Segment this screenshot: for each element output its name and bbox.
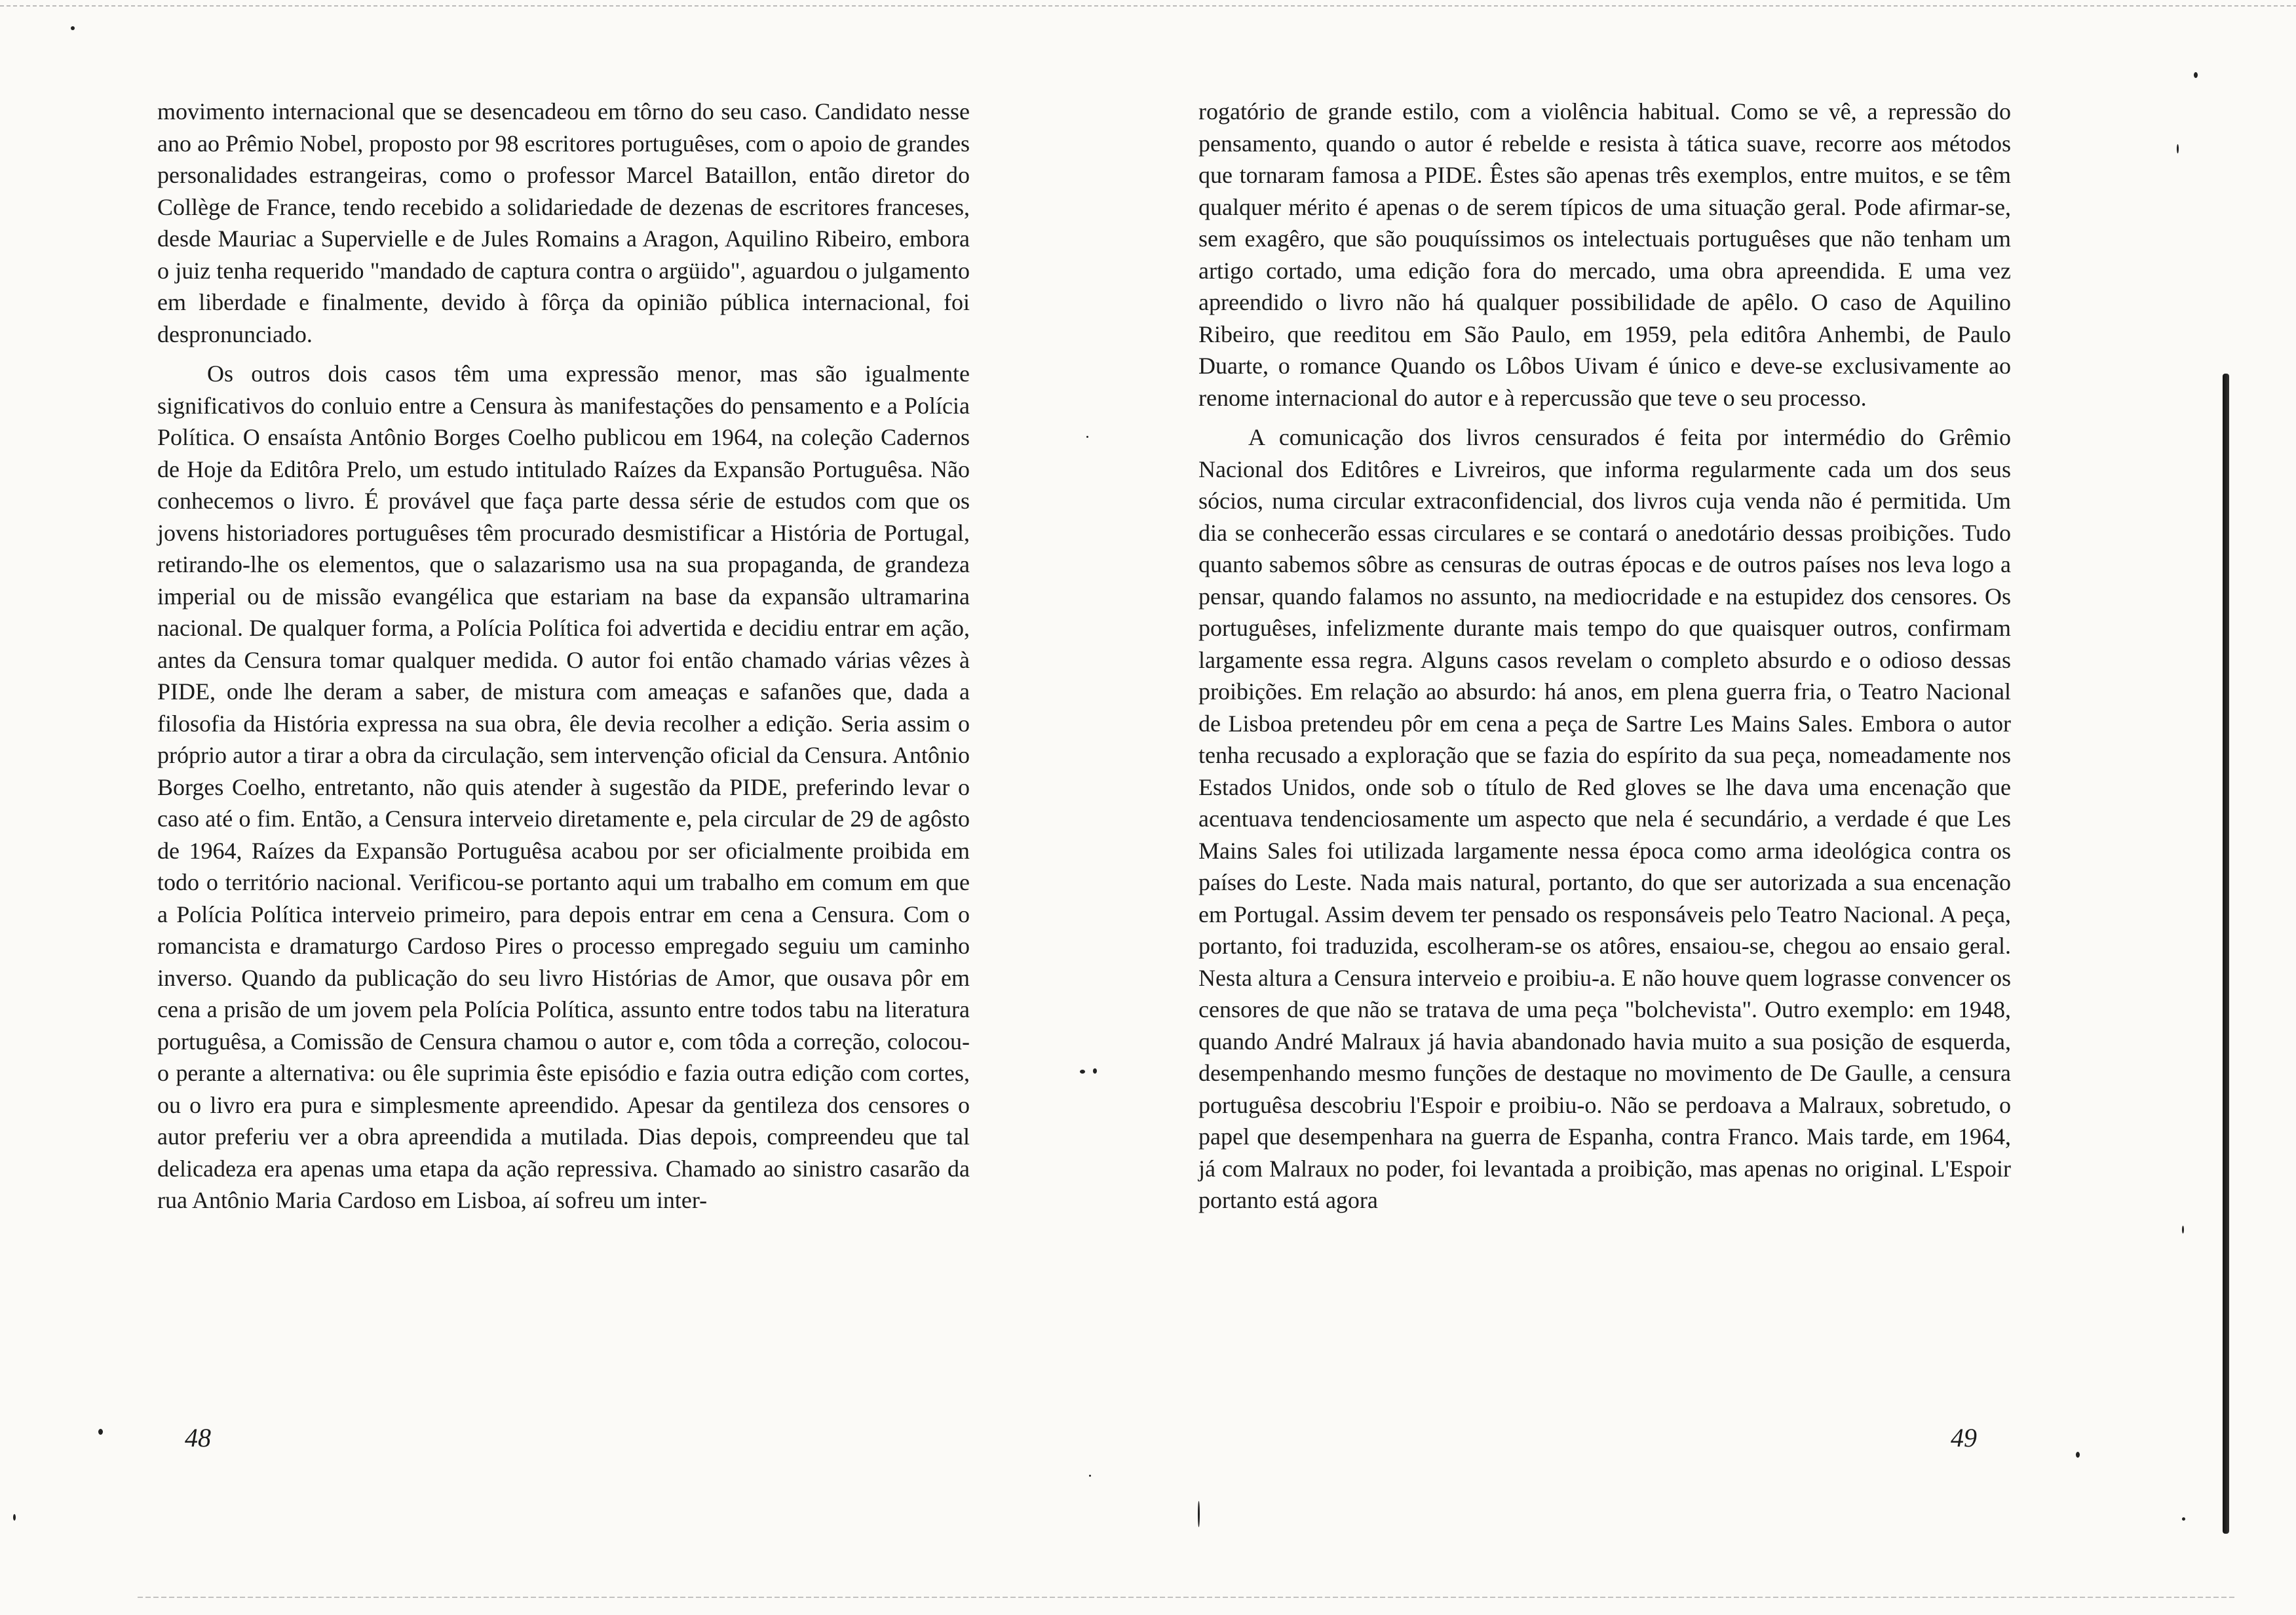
- scan-speck: [1086, 436, 1088, 438]
- right-text-column: [1198, 96, 2011, 1216]
- scan-speck: [2182, 1517, 2185, 1521]
- scan-speck: [1080, 1070, 1085, 1074]
- left-paragraph-2: Os outros dois casos têm uma expressão menor, mas são igualmente significativos do conluio entre a Censura às manifestações do pensamento e a Polícia Política. O ensaísta Antônio Borges Coelho publicou em 1964, na coleção Cadernos de Hoje da Editôra Prelo, um estudo intitulado Raízes da Expansão Portuguêsa. Não conhecemos o livro. É provável que faça parte dessa série de estudos com que os jovens historiadores portuguêses têm procurado desmistificar a História de Portugal, retirando-lhe os elementos, que o salazarismo usa na sua propaganda, de grandeza imperial ou de missão evangélica que estariam na base da expansão ultramarina nacional. De qualquer forma, a Polícia Política foi advertida e decidiu entrar em ação, antes da Censura tomar qualquer medida. O autor foi então chamado várias vêzes à PIDE, onde lhe deram a saber, de mistura com ameaças e safanões que, dada a filosofia da História expressa na sua obra, êle devia recolher a edição. Seria assim o próprio autor a tirar a obra da circulação, sem intervenção oficial da Censura. Antônio Borges Coelho, entretanto, não quis atender à sugestão da PIDE, preferindo levar o caso até o fim. Então, a Censura interveio diretamente e, pela circular de 29 de agôsto de 1964, Raízes da Expansão Portuguêsa acabou por ser oficialmente proibida em todo o território nacional. Verificou-se portanto aqui um trabalho em comum em que a Polícia Política interveio primeiro, para depois entrar em cena a Censura. Com o romancista e dramaturgo Cardoso Pires o processo empregado seguiu um caminho inverso. Quando da publicação do seu livro Histórias de Amor, que ousava pôr em cena a prisão de um jovem pela Polícia Política, assunto entre todos tabu na literatura portuguêsa, a Comissão de Censura chamou o autor e, com tôda a correção, colocou-o perante a alternativa: ou êle suprimia êste episódio e fazia outra edição com cortes, ou o livro era pura e simplesmente apreendido. Apesar da gentileza dos censores o autor preferiu ver a obra apreendida a mutilada. Dias depois, compreendeu que tal delicadeza era apenas uma etapa da ação repressiva. Chamado ao sinistro casarão da rua Antônio Maria Cardoso em Lisboa, aí sofreu um inter-: [157, 360, 970, 1213]
- right-page-number: 49: [1951, 1423, 1977, 1452]
- left-text-column: [157, 96, 970, 1216]
- scan-bottom-edge: [138, 1597, 2234, 1598]
- scan-speck: [71, 26, 75, 30]
- left-paragraph-1: movimento internacional que se desencadeou em tôrno do seu caso. Candidato nesse ano ao Prêmio Nobel, proposto por 98 escritores portuguêses, com o apoio de grandes personalidades estrangeiras, como o professor Marcel Bataillon, então diretor do Collège de France, tendo recebido a solidariedade de dezenas de escritores franceses, desde Mauriac a Supervielle e de Jules Romains a Aragon, Aquilino Ribeiro, embora o juiz tenha requerido "mandado de captura contra o argüido", aguardou o julgamento em liberdade e finalmente, devido à fôrça da opinião pública internacional, foi despronunciado.: [157, 98, 970, 347]
- scan-speck: [2177, 144, 2179, 153]
- scan-speck: [2076, 1452, 2080, 1458]
- right-paragraph-1: rogatório de grande estilo, com a violência habitual. Como se vê, a repressão do pensamento, quando o autor é rebelde e resista à tática suave, recorre aos métodos que tornaram famosa a PIDE. Êstes são apenas três exemplos, entre muitos, e se têm qualquer mérito é apenas o de serem típicos de uma situação geral. Pode afirmar-se, sem exagêro, que são pouquíssimos os intelectuais portuguêses que não tenham um artigo cortado, uma edição fora do mercado, uma obra apreendida. E uma vez apreendido o livro não há qualquer possibilidade de apêlo. O caso de Aquilino Ribeiro, que reeditou em São Paulo, em 1959, pela editôra Anhembi, de Paulo Duarte, o romance Quando os Lôbos Uivam é único e deve-se exclusivamente ao renome internacional do autor e à repercussão que teve o seu processo.: [1198, 98, 2011, 411]
- scan-speck: [1093, 1068, 1097, 1074]
- scan-speck: [1198, 1501, 1200, 1527]
- scan-speck: [98, 1429, 103, 1435]
- scan-page-edge-shadow: [2223, 374, 2229, 1534]
- scan-speck: [2194, 72, 2198, 78]
- right-paragraph-2: A comunicação dos livros censurados é feita por intermédio do Grêmio Nacional dos Editôres e Livreiros, que informa regularmente cada um dos seus sócios, numa circular extraconfidencial, dos livros cuja venda não é permitida. Um dia se conhecerão essas circulares e se contará o anedotário dessas proibições. Tudo quanto sabemos sôbre as censuras de outras épocas e de outros países nos leva logo a pensar, quando falamos no assunto, na mediocridade e na estupidez dos censores. Os portuguêses, infelizmente durante mais tempo do que quaisquer outros, confirmam largamente essa regra. Alguns casos revelam o completo absurdo e o odioso dessas proibições. Em relação ao absurdo: há anos, em plena guerra fria, o Teatro Nacional de Lisboa pretendeu pôr em cena a peça de Sartre Les Mains Sales. Embora o autor tenha recusado a exploração que se fazia do espírito da sua peça, nomeadamente nos Estados Unidos, onde sob o título de Red gloves se lhe dava uma encenação que acentuava tendenciosamente um aspecto que nela é secundário, a verdade é que Les Mains Sales foi utilizada largamente nessa época como arma ideológica contra os países do Leste. Nada mais natural, portanto, do que ser autorizada a sua encenação em Portugal. Assim devem ter pensado os responsáveis pelo Teatro Nacional. A peça, portanto, foi traduzida, escolheram-se os atôres, ensaiou-se, chegou ao ensaio geral. Nesta altura a Censura interveio e proibiu-a. E não houve quem lograsse convencer os censores de que não se tratava de uma peça "bolchevista". Outro exemplo: em 1948, quando André Malraux já havia abandonado havia muito a sua posição de esquerda, desempenhando mesmo funções de destaque no movimento de De Gaulle, a censura portuguêsa descobriu l'Espoir e proibiu-o. Não se perdoava a Malraux, sobretudo, o papel que desempenhara na guerra de Espanha, contra Franco. Mais tarde, em 1964, já com Malraux no poder, foi levantada a proibição, mas apenas no original. L'Espoir portanto está agora: [1198, 424, 2011, 1213]
- left-page-number: 48: [185, 1423, 211, 1452]
- scan-speck: [2182, 1226, 2184, 1234]
- right-page: [1148, 0, 2296, 1615]
- scan-speck: [1089, 1475, 1091, 1477]
- scan-speck: [13, 1514, 16, 1521]
